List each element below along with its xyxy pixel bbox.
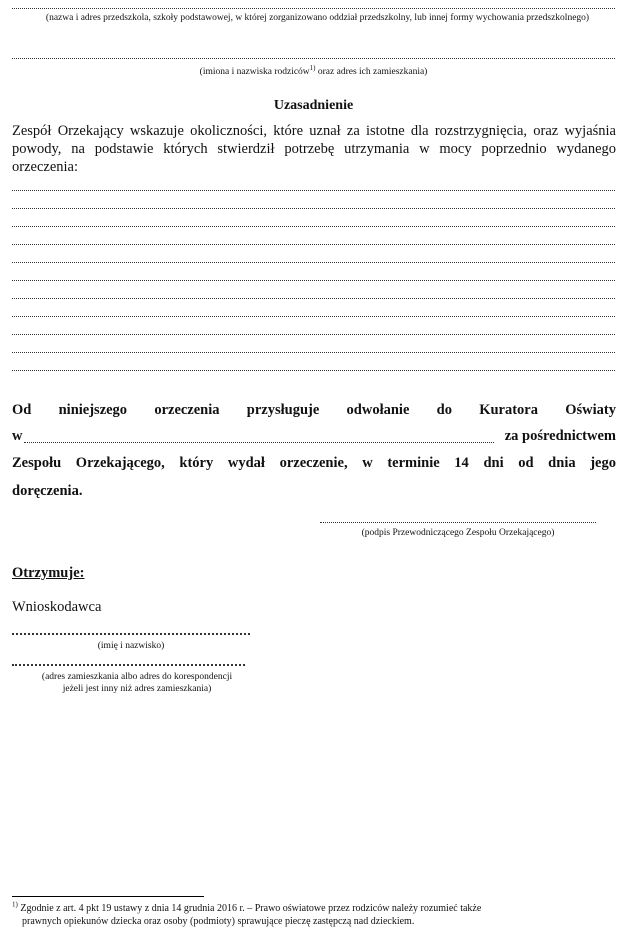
applicant-address-caption-1: (adres zamieszkania albo adres do korespondencji: [41, 672, 233, 682]
school-caption: (nazwa i adres przedszkola, szkoły podstawowej, w której zorganizowano oddział przedszkolny, lub innej formy wychowania przedszkolnego): [45, 13, 590, 23]
applicant-address-caption-2: jeżeli jest inny niż adres zamieszkania): [62, 684, 212, 694]
parents-caption-a: (imiona i nazwiska rodziców: [199, 67, 310, 77]
signature-dotted-line[interactable]: [320, 522, 596, 523]
appeal-line-4: doręczenia.: [12, 483, 83, 499]
signature-caption: (podpis Przewodniczącego Zespołu Orzekającego): [361, 528, 555, 538]
appeal-line-2-end: za pośrednictwem: [504, 428, 616, 444]
court-city-dotted-field[interactable]: [24, 442, 494, 443]
justification-line[interactable]: [12, 316, 615, 317]
footnote-line-2: prawnych opiekunów dziecka oraz osoby (podmioty) sprawujące pieczę zastępczą nad dzieckiem.: [22, 916, 415, 927]
school-dotted-line: [12, 8, 615, 9]
appeal-line-2: [12, 428, 616, 446]
applicant-name-caption: (imię i nazwisko): [97, 641, 165, 651]
applicant-name-dotted-line[interactable]: [12, 633, 250, 635]
footnote-separator: [12, 896, 204, 897]
footnote: [12, 902, 616, 928]
recipients-title: Otrzymuje:: [12, 565, 85, 581]
applicant-address-dotted-line[interactable]: [12, 664, 245, 666]
justification-line[interactable]: [12, 298, 615, 299]
justification-intro: Zespół Orzekający wskazuje okoliczności, które uznał za istotne dla rozstrzygnięcia, oraz wyjaśnia powody, na podstawie których stwierdził potrzebę utrzymania w mocy poprzednio wydanego orzeczenia:: [12, 123, 616, 175]
parents-dotted-line: [12, 58, 615, 59]
applicant-label: Wnioskodawca: [12, 599, 102, 615]
justification-line[interactable]: [12, 190, 615, 191]
parents-caption-b: oraz adres ich zamieszkania): [315, 67, 428, 77]
justification-line[interactable]: [12, 280, 615, 281]
footnote-line-1: [12, 902, 616, 915]
footnote-marker: 1): [12, 900, 18, 909]
justification-line[interactable]: [12, 334, 615, 335]
justification-line[interactable]: [12, 262, 615, 263]
justification-line[interactable]: [12, 208, 615, 209]
justification-line[interactable]: [12, 352, 615, 353]
justification-line[interactable]: [12, 226, 615, 227]
justification-title: Uzasadnienie: [273, 98, 354, 113]
justification-line[interactable]: [12, 370, 615, 371]
parents-caption: [12, 63, 615, 78]
appeal-line-1: Od niniejszego orzeczenia przysługuje odwołanie do Kuratora Oświaty: [12, 402, 616, 418]
appeal-w: w: [12, 428, 23, 444]
footnote-ref: 1): [309, 63, 316, 72]
appeal-line-3: Zespołu Orzekającego, który wydał orzeczenie, w terminie 14 dni od dnia jego: [12, 455, 616, 471]
footnote-text-1: Zgodnie z art. 4 pkt 19 ustawy z dnia 14 grudnia 2016 r. – Prawo oświatowe przez rodziców należy rozumieć także: [17, 903, 482, 914]
justification-line[interactable]: [12, 244, 615, 245]
